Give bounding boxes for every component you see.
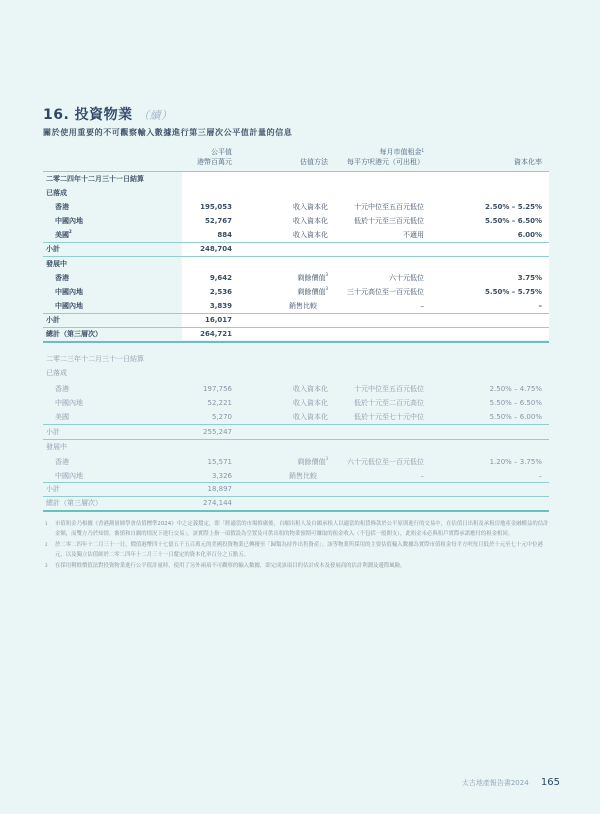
fair-value: 52,221 [207,399,232,407]
region-label: 香港 [55,458,69,466]
valuation-method: 剩餘價值$^3$ [297,286,328,296]
cap-rate: 5.50% – 6.50% [489,399,542,407]
cap-rate: 5.50% – 6.00% [489,413,542,421]
subtotal-label: 小計 [46,485,60,493]
region-label: 美國$^2$ [55,229,72,239]
cap-rate: – [538,302,542,310]
header-fair-value [197,147,232,167]
total-label: 總計（第三層次） [46,499,102,507]
valuation-method: 收入資本化 [293,217,328,225]
subtotal-value: 255,247 [203,428,232,436]
footnote-text: 在採用剩餘價值法對投資物業進行公平值計量時，使用了另外兩項不可觀察的輸入數據，即完成該項目的估計成本及發展商的估計利潤及邊際風險。 [55,563,406,570]
header-method: 估值方法 [300,158,328,166]
total-value: 264,721 [200,330,232,338]
fair-value: 5,270 [211,413,232,421]
period-row-2024 [43,172,549,186]
subtotal-row [43,313,549,327]
cap-rate: 2.50% – 4.75% [489,385,542,393]
total-row [43,496,549,510]
table-row [43,410,549,424]
subtotal-label: 小計 [46,316,60,324]
table-row [43,396,549,410]
region-label: 中國內地 [55,472,83,480]
footnote-number: 1 [45,521,48,526]
subtotal-row [43,482,549,496]
table-row [43,271,549,285]
cap-rate: 6.00% [517,231,542,239]
region-label: 美國 [55,413,69,421]
period-label: 二零二四年十二月三十一日結算 [46,175,144,183]
cap-rate: 3.75% [517,274,542,282]
market-rent: 三十元高位至一百元低位 [347,288,424,296]
fair-value: 9,642 [209,274,232,282]
fair-value: 3,839 [209,302,232,310]
category-row [43,257,549,271]
category-row [43,186,549,200]
header-fair-value-line1: 公平值 [211,148,232,156]
region-label: 中國內地 [55,399,83,407]
valuation-method: 銷售比較 [289,302,317,310]
subtotal-value: 248,704 [200,245,232,253]
page-footer [462,777,560,788]
header-market-rent-line1: 每月市值租金$^1$ [379,148,424,156]
table-row [43,469,549,483]
header-market-rent-line2: 每平方呎港元（可出租） [347,158,424,166]
total-label: 總計（第三層次） [46,330,102,338]
table-row [43,382,549,396]
footnote-text: 於二零二四年十二月三十一日，價值港幣四十七億五千五百萬元的美國投資物業已轉撥至「歸類為持作出售資產」。該等物業所採用的主要估值輸入數據為實際市值租金每平方呎每月低於十元至七十元中位港元，以及獨立估值師於二零二四年十二月三十一日釐定的資本化率百分之五點五。 [55,542,543,558]
region-label: 香港 [55,274,69,282]
category-label: 已落成 [46,189,67,197]
region-label: 中國內地 [55,288,83,296]
footnote [43,562,549,572]
cap-rate: 5.50% – 5.75% [485,288,542,296]
market-rent: – [420,472,424,480]
cap-rate: 2.50% – 5.25% [485,203,542,211]
period-label: 二零二三年十二月三十一日結算 [46,355,144,363]
table-row [43,214,549,228]
subtotal-value: 18,897 [207,485,232,493]
market-rent: 十元中位至五百元低位 [354,385,424,393]
valuation-method: 銷售比較 [289,472,317,480]
valuation-method: 收入資本化 [293,385,328,393]
valuation-method: 收入資本化 [293,203,328,211]
market-rent: 低於十元至七十元中位 [354,413,424,421]
section-title [43,104,173,124]
footnote [43,541,549,560]
page-number: 165 [540,777,560,788]
market-rent: 不適用 [403,231,424,239]
market-rent: 十元中位至五百元低位 [354,203,424,211]
continued-label: （續） [138,109,173,122]
report-name: 太古地產報告書2024 [461,779,529,787]
valuation-method: 剩餘價值$^3$ [297,456,328,466]
cap-rate: 5.50% – 6.50% [485,217,542,225]
total-value: 274,144 [203,499,232,507]
fair-value: 197,756 [203,385,232,393]
cap-rate: 1.20% – 3.75% [489,458,542,466]
table-row [43,299,549,313]
table-row [43,200,549,214]
fair-value: 2,536 [209,288,232,296]
fair-value: 15,571 [207,458,232,466]
region-label: 中國內地 [55,302,83,310]
market-rent: 低於十元至二百元高位 [354,399,424,407]
category-row [43,440,549,454]
header-market-rent [347,147,424,167]
header-cap-rate: 資本化率 [514,158,542,166]
category-label: 發展中 [46,260,67,268]
footnote [43,520,549,539]
valuation-method: 收入資本化 [293,399,328,407]
section-divider [43,510,549,512]
market-rent: 六十元低位至一百元低位 [347,458,424,466]
fair-value: 195,053 [200,203,232,211]
table-row [43,285,549,299]
category-row [43,366,549,380]
fair-value: 884 [217,231,232,239]
period-row-2023 [43,352,549,366]
footnotes [43,520,549,574]
valuation-method: 剩餘價值$^3$ [297,272,328,282]
subtotal-value: 16,017 [204,316,232,324]
valuation-method: 收入資本化 [293,413,328,421]
region-label: 香港 [55,203,69,211]
fair-value: 3,326 [211,472,232,480]
footnote-number: 2 [45,542,48,548]
subtotal-row [43,425,549,439]
cap-rate: – [538,472,542,480]
table-header [43,147,549,171]
subtotal-row [43,242,549,256]
market-rent: 六十元低位 [389,274,424,282]
header-fair-value-line2: 港幣百萬元 [197,158,232,166]
section-divider [43,341,549,343]
total-row [43,327,549,341]
market-rent: 低於十元至三百元低位 [354,217,424,225]
region-label: 香港 [55,385,69,393]
category-label: 已落成 [46,369,67,377]
table-row [43,228,549,242]
fair-value: 52,767 [204,217,232,225]
market-rent: – [420,302,424,310]
section-title-text: 16. 投資物業 [43,107,133,123]
footnote-text: 市值租金乃根據《香港測量師學會估值標準2024》中之定義釐定，即「經適當的市場推廣後，自願出租人及自願承租人以適當的租賃條款於公平原則進行的交易中，在估值日出租及承租房地產金融權益的估計金額，而雙方乃於知情、審慎和自願的情況下進行交易」。該實際上指一項假設為空置及可供出租的物業預期可賺取的租金收入（不包括一般開支），此租金未必與租戶實際承諾應付的租金相同。 [55,521,549,537]
subtotal-label: 小計 [46,428,60,436]
table-caption: 關於使用重要的不可觀察輸入數據進行第三層次公平值計量的信息 [43,128,293,137]
region-label: 中國內地 [55,217,83,225]
table-row [43,455,549,469]
valuation-method: 收入資本化 [293,231,328,239]
footnote-number: 3 [45,563,48,569]
category-label: 發展中 [46,443,67,451]
subtotal-label: 小計 [46,245,60,253]
